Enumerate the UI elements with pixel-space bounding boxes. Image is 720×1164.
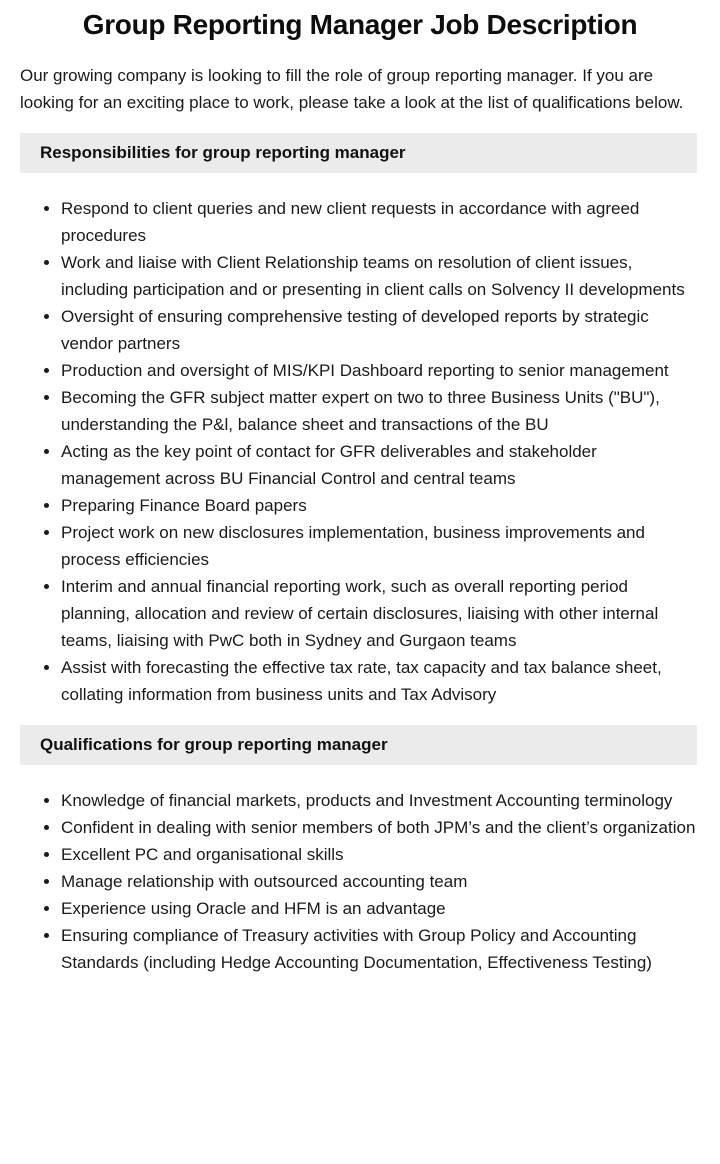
list-item: • Confident in dealing with senior members of both JPM’s and the client’s organization [61,814,697,841]
page-title: Group Reporting Manager Job Description [82,9,638,40]
section-heading-text: Responsibilities for group reporting manager [40,143,406,162]
list-item: • Production and oversight of MIS/KPI Dashboard reporting to senior management [61,357,697,384]
responsibilities-list [20,195,697,708]
list-item: • Respond to client queries and new client requests in accordance with agreed procedures [61,195,697,249]
qualifications-list [20,787,697,976]
list-item: • Becoming the GFR subject matter expert on two to three Business Units ("BU"), understanding the P&l, balance sheet and transactions of the BU [61,384,697,438]
list-item: • Knowledge of financial markets, products and Investment Accounting terminology [61,787,697,814]
list-item: • Acting as the key point of contact for GFR deliverables and stakeholder management across BU Financial Control and central teams [61,438,697,492]
list-item: • Ensuring compliance of Treasury activities with Group Policy and Accounting Standards (including Hedge Accounting Documentation, Effectiveness Testing) [61,922,697,976]
list-item: • Assist with forecasting the effective tax rate, tax capacity and tax balance sheet, collating information from business units and Tax Advisory [61,654,697,708]
section-qualifications [0,725,720,976]
section-header-qualifications [20,725,697,765]
section-responsibilities [0,133,720,708]
list-item: • Preparing Finance Board papers [61,492,697,519]
list-item: • Experience using Oracle and HFM is an advantage [61,895,697,922]
list-item: • Excellent PC and organisational skills [61,841,697,868]
list-item: • Interim and annual financial reporting work, such as overall reporting period planning, allocation and review of certain disclosures, liaising with other internal teams, liaising with PwC both in Sydney and Gurgaon teams [61,573,697,654]
list-item: • Oversight of ensuring comprehensive testing of developed reports by strategic vendor partners [61,303,697,357]
section-header-responsibilities [20,133,697,173]
intro-paragraph: Our growing company is looking to fill the role of group reporting manager. If you are looking for an exciting place to work, please take a look at the list of qualifications below. [20,66,684,112]
list-item: • Project work on new disclosures implementation, business improvements and process efficiencies [61,519,697,573]
section-heading-text: Qualifications for group reporting manager [40,735,388,754]
list-item: • Manage relationship with outsourced accounting team [61,868,697,895]
list-item: • Work and liaise with Client Relationship teams on resolution of client issues, including participation and or presenting in client calls on Solvency II developments [61,249,697,303]
